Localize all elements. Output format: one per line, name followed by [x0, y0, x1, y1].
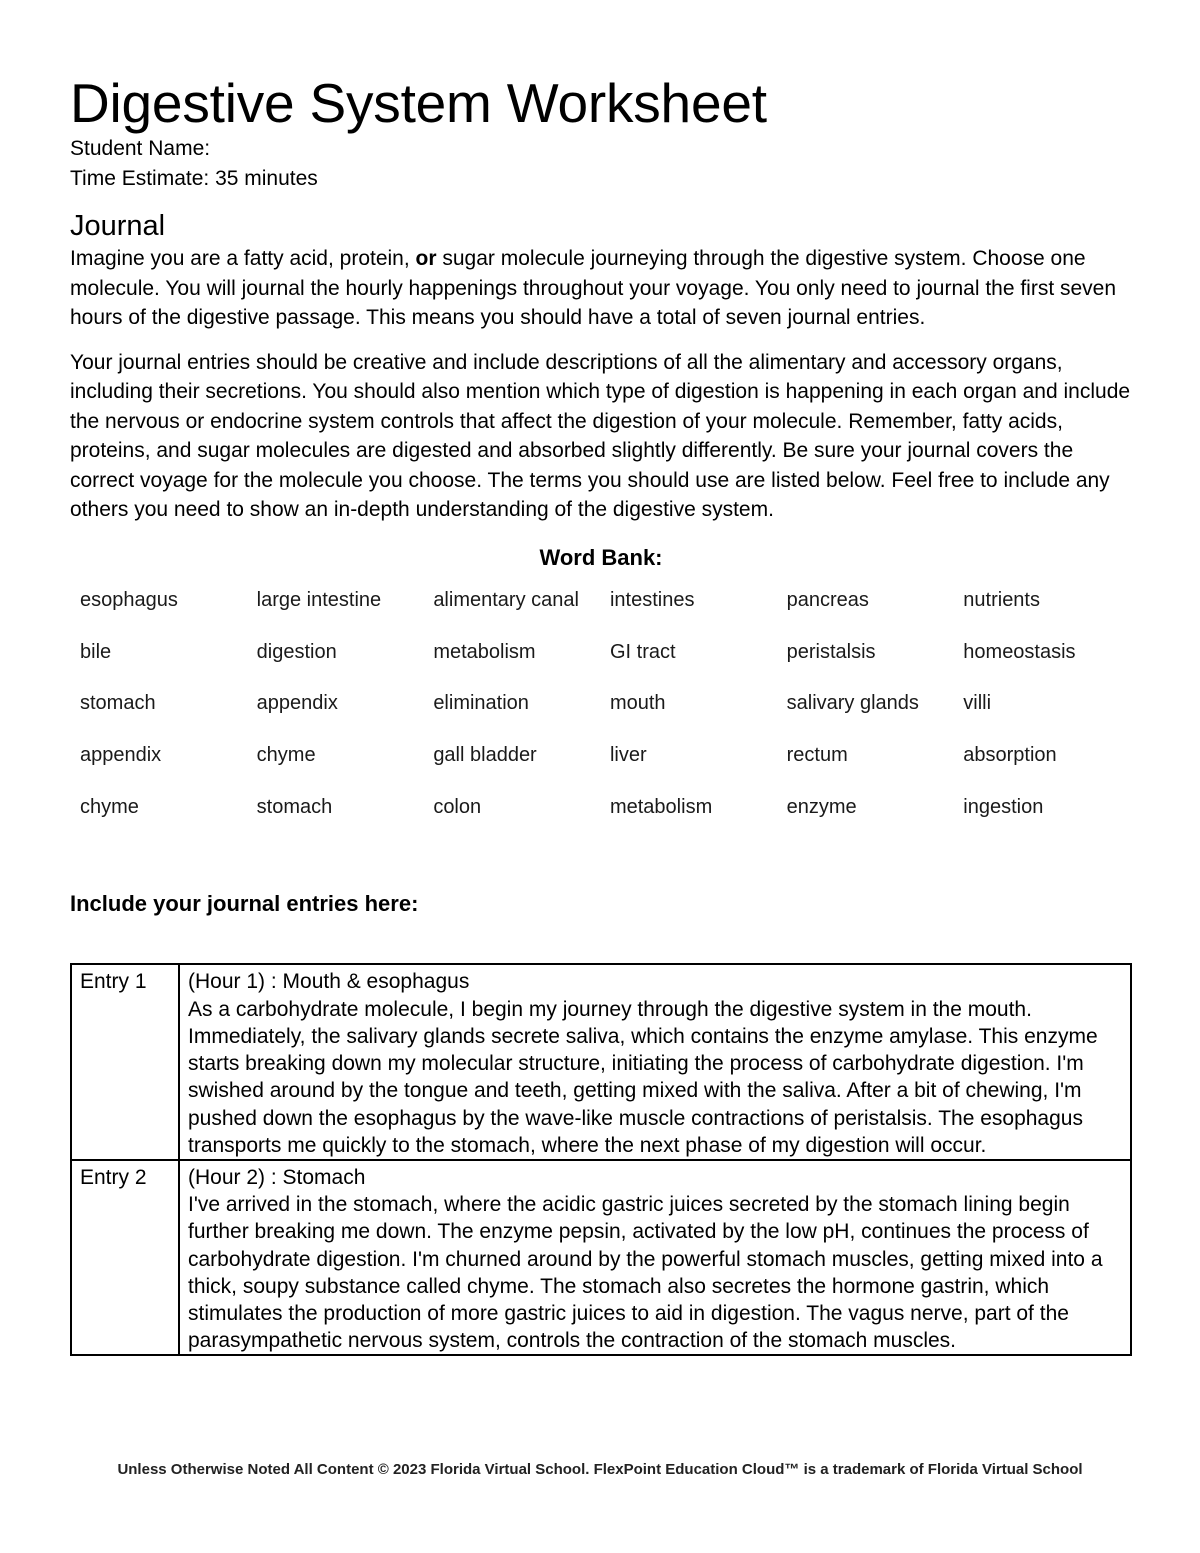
word-bank-term: liver	[609, 744, 647, 767]
word-bank-term: intestines	[609, 588, 695, 611]
p1-start: Imagine you are a fatty acid, protein,	[70, 247, 416, 270]
word-bank-term: appendix	[256, 692, 338, 715]
word-bank-table	[70, 575, 1130, 834]
word-bank-term: homeostasis	[963, 640, 1076, 663]
journal-instructions-paragraph-1	[70, 244, 1132, 333]
word-bank-term: metabolism	[609, 796, 713, 819]
entry-heading: (Hour 1) : Mouth & esophagus	[188, 970, 470, 994]
entry-text: As a carbohydrate molecule, I begin my journey through the digestive system in the mouth. Immediately, the salivary glands secrete saliva, which contains the enzyme amylase. This enzyme starts breaking down my molecular structure, initiating the process of carbohydrate digestion. I'm swished around by the tongue and teeth, getting mixed with the saliva. After a bit of chewing, I'm pushed down the esophagus by the wave-like muscle contractions of peristalsis. The esophagus transports me quickly to the stomach, where the next phase of my digestion will occur.	[188, 997, 1098, 1157]
journal-entries-table	[70, 963, 1132, 1356]
entry-content[interactable]	[179, 1160, 1131, 1355]
p1-bold-or: or	[415, 247, 437, 270]
word-bank-term: mouth	[609, 692, 666, 715]
word-bank-row	[70, 782, 1130, 834]
word-bank-term: large intestine	[256, 588, 382, 611]
word-bank-term: metabolism	[433, 640, 536, 663]
worksheet-page	[70, 72, 1132, 1356]
word-bank-term: colon	[433, 796, 482, 819]
word-bank-term: enzyme	[786, 796, 857, 819]
journal-instructions-paragraph-2: Your journal entries should be creative and include descriptions of all the alimentary and accessory organs, including their secretions. You should also mention which type of digestion is happening in each organ and include the nervous or endocrine system controls that affect the digestion of your molecule. Remember, fatty acids, proteins, and sugar molecules are digested and absorbed slightly differently. Be sure your journal covers the correct voyage for the molecule you choose. The terms you should use are listed below. Feel free to include any others you need to show an in-depth understanding of the digestive system.	[70, 350, 1131, 521]
word-bank-term: stomach	[256, 796, 333, 819]
time-estimate: Time Estimate: 35 minutes	[70, 167, 318, 190]
entry-content[interactable]	[179, 964, 1131, 1159]
journal-entries-label: Include your journal entries here:	[70, 891, 419, 917]
word-bank-row	[70, 575, 1130, 627]
p1-end: sugar molecule journeying through the digestive system. Choose one molecule. You will journal the hourly happenings throughout your voyage. You only need to journal the first seven hours of the digestive passage. This means you should have a total of seven journal entries.	[70, 247, 1117, 329]
word-bank-term: salivary glands	[786, 692, 919, 715]
word-bank-term: chyme	[80, 796, 139, 819]
journal-entry-row	[71, 1160, 1131, 1355]
copyright-footer: Unless Otherwise Noted All Content © 2023 Florida Virtual School. FlexPoint Education Cloud™ is a trademark of Florida Virtual School	[117, 1461, 1083, 1478]
word-bank-term: appendix	[80, 744, 162, 767]
word-bank-term: gall bladder	[433, 744, 537, 767]
word-bank-term: villi	[963, 692, 992, 715]
entry-label: Entry 1	[71, 964, 179, 1159]
word-bank-term: bile	[80, 640, 112, 663]
word-bank-term: rectum	[786, 744, 848, 767]
page-title: Digestive System Worksheet	[70, 72, 767, 134]
word-bank-term: peristalsis	[786, 640, 876, 663]
word-bank-term: GI tract	[609, 640, 676, 663]
word-bank-term: ingestion	[963, 796, 1044, 819]
student-name-label: Student Name:	[70, 137, 211, 160]
word-bank-row	[70, 626, 1130, 678]
journal-entry-row	[71, 964, 1131, 1159]
word-bank-term: absorption	[963, 744, 1057, 767]
word-bank-row	[70, 730, 1130, 782]
word-bank-term: pancreas	[786, 588, 869, 611]
word-bank-term: digestion	[256, 640, 337, 663]
word-bank-term: chyme	[256, 744, 316, 767]
entry-text: I've arrived in the stomach, where the acidic gastric juices secreted by the stomach lining begin further breaking me down. The enzyme pepsin, activated by the low pH, continues the process of carbohydrate digestion. I'm churned around by the powerful stomach muscles, getting mixed into a thick, soupy substance called chyme. The stomach also secretes the hormone gastrin, which stimulates the production of more gastric juices to aid in digestion. The vagus nerve, part of the parasympathetic nervous system, controls the contraction of the stomach muscles.	[188, 1193, 1103, 1353]
entry-label: Entry 2	[71, 1160, 179, 1355]
word-bank-title: Word Bank:	[539, 544, 663, 570]
word-bank-row	[70, 678, 1130, 730]
journal-heading: Journal	[70, 210, 166, 242]
word-bank-term: alimentary canal	[433, 588, 579, 611]
word-bank-term: elimination	[433, 692, 529, 715]
word-bank-term: esophagus	[80, 588, 178, 611]
entry-heading: (Hour 2) : Stomach	[188, 1165, 366, 1189]
word-bank-term: stomach	[80, 692, 156, 715]
word-bank-term: nutrients	[963, 588, 1040, 611]
